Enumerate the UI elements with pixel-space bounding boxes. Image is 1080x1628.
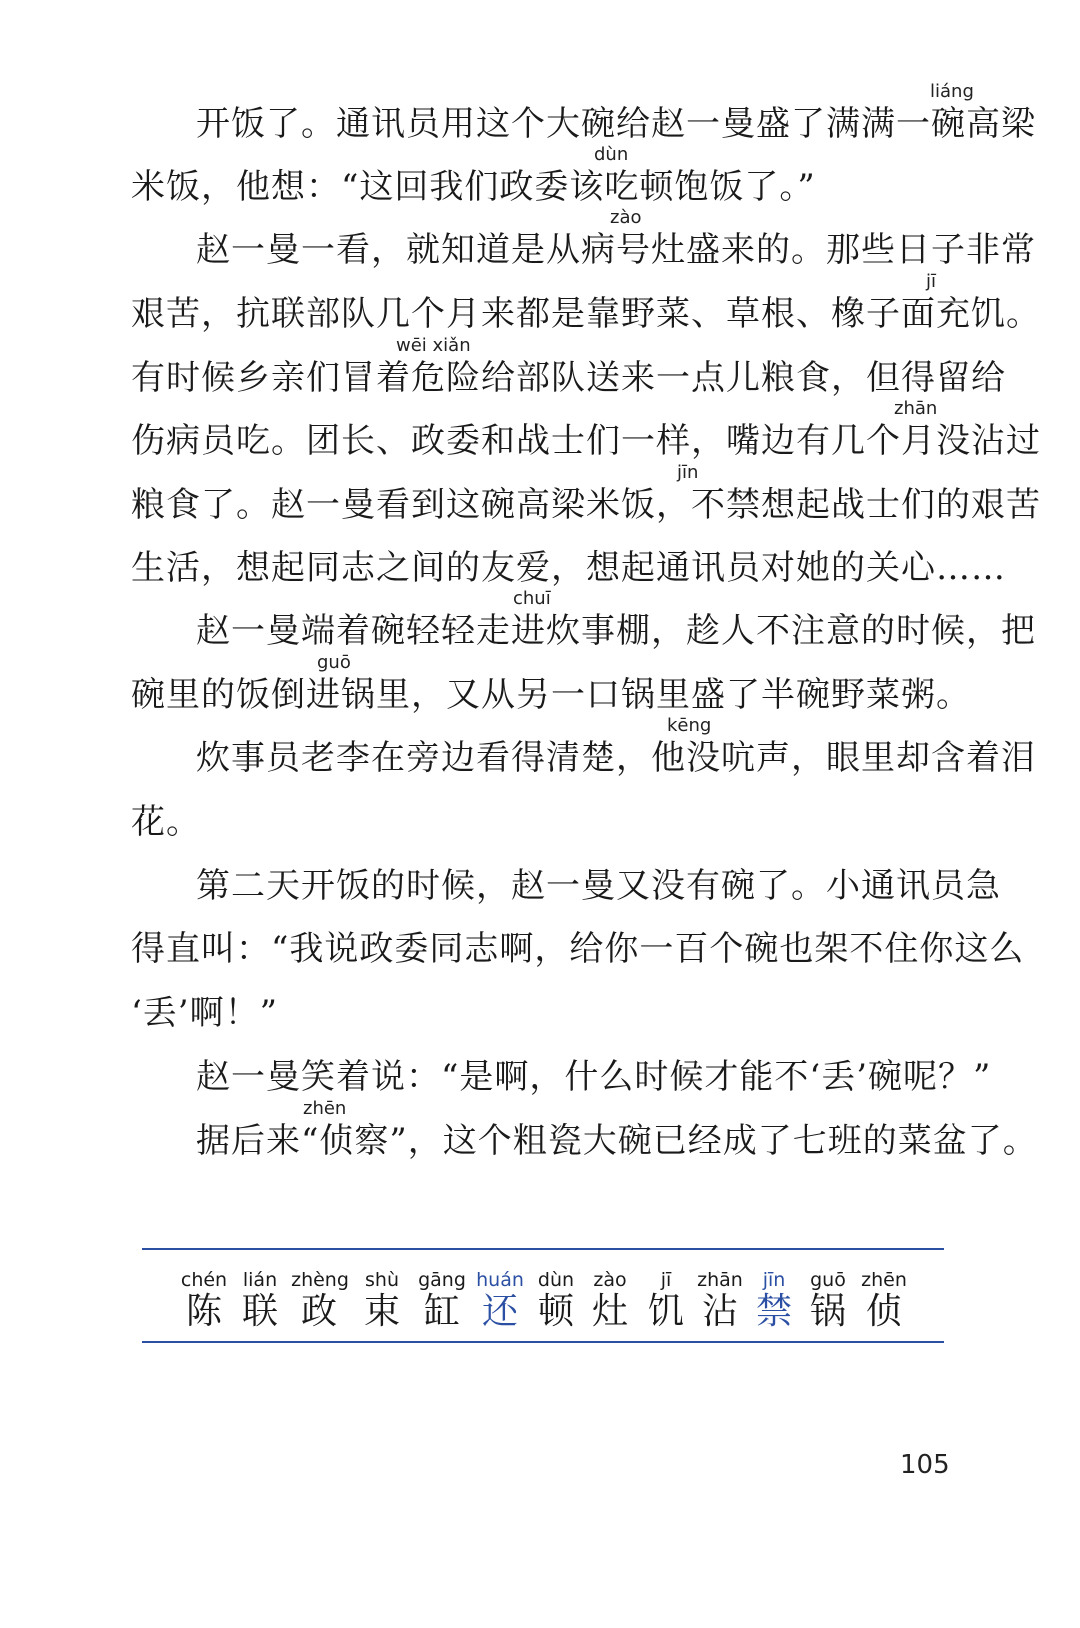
text-line: 炊事员老李在旁边看得清楚，他没吭声，眼里却含着泪 <box>196 738 1036 778</box>
text-line: 有时候乡亲们冒着危险给部队送来一点儿粮食，但得留给 <box>131 358 1006 398</box>
vocab-pinyin: zào <box>593 1269 627 1291</box>
text-line: 赵一曼一看，就知道是从病号灶盛来的。那些日子非常 <box>196 230 1036 270</box>
vocab-pinyin: lián <box>242 1269 278 1291</box>
text-line: 米饭，他想：“这回我们政委该吃顿饱饭了。” <box>131 167 816 207</box>
text-line: 粮食了。赵一曼看到这碗高梁米饭，不禁想起战士们的艰苦 <box>131 485 1041 525</box>
vocab-pinyin: chén <box>180 1269 228 1291</box>
page-number: 105 <box>900 1450 950 1480</box>
vocab-character: 联 <box>241 1291 278 1332</box>
vocab-character: 还 <box>481 1291 518 1332</box>
pinyin-annotation: dùn <box>594 144 629 165</box>
vocab-character: 沾 <box>701 1291 738 1332</box>
vocab-pinyin: zhèng <box>291 1269 349 1291</box>
text-line: 第二天开饭的时候，赵一曼又没有碗了。小通讯员急 <box>196 866 1001 906</box>
text-line: 开饭了。通讯员用这个大碗给赵一曼盛了满满一碗高梁 <box>196 104 1036 144</box>
vocab-bottom-rule <box>142 1341 944 1343</box>
pinyin-annotation: jī <box>926 271 937 292</box>
vocab-character: 政 <box>300 1291 337 1332</box>
vocab-character: 锅 <box>809 1291 846 1332</box>
text-line: 碗里的饭倒进锅里，又从另一口锅里盛了半碗野菜粥。 <box>131 675 971 715</box>
vocab-pinyin: jīn <box>762 1269 786 1291</box>
vocab-character: 束 <box>363 1291 400 1332</box>
pinyin-annotation: chuī <box>513 588 551 609</box>
text-line: 伤病员吃。团长、政委和战士们一样，嘴边有几个月没沾过 <box>131 421 1041 461</box>
vocab-pinyin: zhān <box>697 1269 743 1291</box>
pinyin-annotation: kēng <box>667 715 712 736</box>
vocab-top-rule <box>142 1248 944 1250</box>
pinyin-annotation: wēi xiǎn <box>396 335 471 356</box>
text-line: 据后来“侦察”，这个粗瓷大碗已经成了七班的菜盆了。 <box>196 1121 1038 1161</box>
vocab-pinyin: jī <box>660 1269 672 1291</box>
vocab-pinyin: dùn <box>537 1269 575 1291</box>
text-line: 艰苦，抗联部队几个月来都是靠野菜、草根、橡子面充饥。 <box>131 294 1041 334</box>
vocab-pinyin: gāng <box>418 1269 466 1291</box>
text-line: ‘丢’啊！” <box>131 993 278 1033</box>
vocab-character: 陈 <box>185 1291 222 1332</box>
pinyin-annotation: zhēn <box>303 1098 347 1119</box>
text-line: 生活，想起同志之间的友爱，想起通讯员对她的关心…… <box>131 548 1006 588</box>
vocab-character: 灶 <box>591 1291 628 1332</box>
vocab-pinyin: huán <box>476 1269 524 1291</box>
vocab-pinyin: shù <box>365 1269 399 1291</box>
pinyin-annotation: liáng <box>930 81 974 102</box>
text-line: 得直叫：“我说政委同志啊，给你一百个碗也架不住你这么 <box>131 929 1025 969</box>
vocab-pinyin: guō <box>810 1269 846 1291</box>
vocab-character: 顿 <box>537 1291 574 1332</box>
vocab-character: 侦 <box>865 1291 902 1332</box>
pinyin-annotation: zhān <box>894 398 938 419</box>
text-line: 花。 <box>131 802 201 842</box>
pinyin-annotation: zào <box>610 207 642 228</box>
vocab-character: 饥 <box>647 1291 684 1332</box>
vocab-pinyin: zhēn <box>861 1269 907 1291</box>
pinyin-annotation: jīn <box>677 462 699 483</box>
pinyin-annotation: guō <box>317 652 351 673</box>
text-line: 赵一曼笑着说：“是啊，什么时候才能不‘丢’碗呢？” <box>196 1057 992 1097</box>
vocab-character: 禁 <box>755 1291 792 1332</box>
text-line: 赵一曼端着碗轻轻走进炊事棚，趁人不注意的时候，把 <box>196 611 1036 651</box>
vocab-character: 缸 <box>423 1291 460 1332</box>
